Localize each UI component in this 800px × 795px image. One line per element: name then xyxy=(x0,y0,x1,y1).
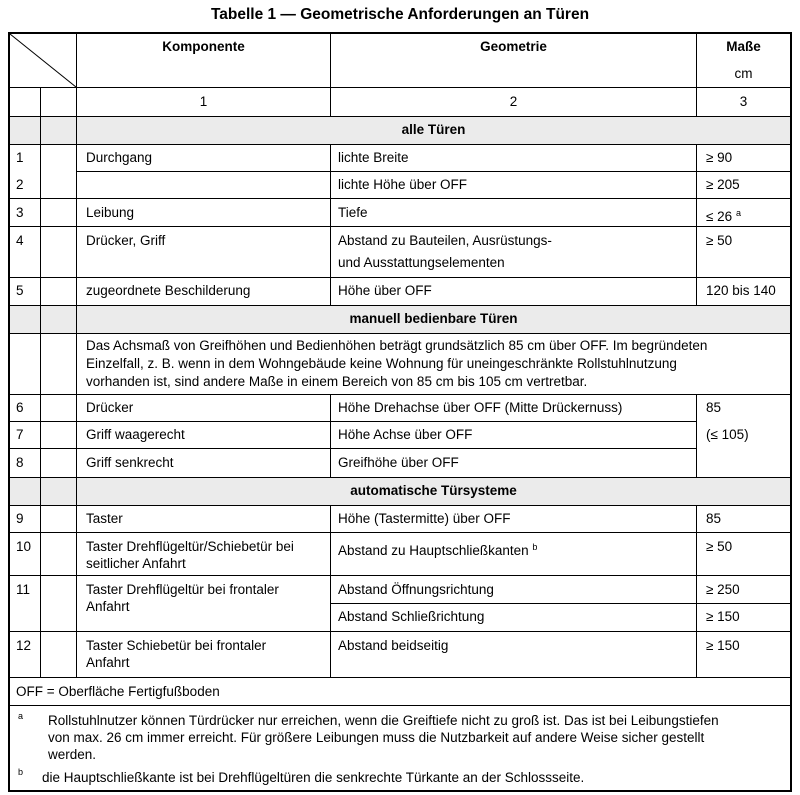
geometrie-cell: Abstand Schließrichtung xyxy=(338,609,485,624)
note-line3: vorhanden ist, sind andere Maße in einem Bereich von 85 cm bis 105 cm vertretbar. xyxy=(86,374,588,389)
hline xyxy=(10,333,790,334)
hline xyxy=(10,198,790,199)
masse-cell-line2: (≤ 105) xyxy=(706,427,749,442)
footnote-a-line1: Rollstuhlnutzer können Türdrücker nur erreichen, wenn die Greiftiefe nicht zu groß ist. Das ist bei Leibungstiefen xyxy=(48,713,719,728)
masse-cell: 85 xyxy=(706,511,722,526)
geometrie-cell: Höhe über OFF xyxy=(338,283,432,298)
geometrie-cell: Tiefe xyxy=(338,205,368,220)
col-number-3: 3 xyxy=(739,94,748,109)
geometrie-cell: lichte Höhe über OFF xyxy=(338,177,468,192)
section-manuell-tueren: manuell bedienbare Türen xyxy=(349,311,518,326)
komponente-cell: Taster xyxy=(86,511,123,526)
masse-cell: 120 bis 140 xyxy=(706,283,776,298)
row-number: 9 xyxy=(16,511,24,526)
masse-cell: ≥ 150 xyxy=(706,638,740,653)
vline xyxy=(696,505,697,677)
masse-cell: ≥ 250 xyxy=(706,582,740,597)
masse-cell: ≥ 205 xyxy=(706,177,740,192)
header-geometrie: Geometrie xyxy=(480,39,547,54)
hline xyxy=(10,87,790,88)
hline xyxy=(10,226,790,227)
col-number-1: 1 xyxy=(199,94,208,109)
footer-off-definition: OFF = Oberfläche Fertigfußboden xyxy=(16,684,220,699)
col-number-2: 2 xyxy=(509,94,518,109)
header-unit: cm xyxy=(734,66,753,81)
row-number: 5 xyxy=(16,283,24,298)
section-automatische-tuersysteme: automatische Türsysteme xyxy=(350,483,517,498)
vline xyxy=(330,144,331,306)
vline xyxy=(330,505,331,677)
komponente-cell: Griff senkrecht xyxy=(86,455,174,470)
komponente-cell: Griff waagerecht xyxy=(86,427,185,442)
masse-cell: ≥ 90 xyxy=(706,150,733,165)
hline xyxy=(10,116,790,117)
table-title: Tabelle 1 — Geometrische Anforderungen an Türen xyxy=(210,6,590,23)
masse-cell: ≥ 50 xyxy=(706,539,733,554)
row-number: 4 xyxy=(16,233,24,248)
footnote-ref-a: a xyxy=(735,208,741,218)
row-number: 7 xyxy=(16,427,24,442)
komponente-cell-line1: Taster Drehflügeltür bei frontaler xyxy=(86,582,279,597)
komponente-cell: Drücker, Griff xyxy=(86,233,166,248)
note-line2: Einzelfall, z. B. wenn in dem Wohngebäude keine Wohnung für uneingeschränkte Rollstuhlnutzung xyxy=(86,356,677,371)
hline xyxy=(330,603,790,604)
geometrie-cell: Greifhöhe über OFF xyxy=(338,455,459,470)
hline xyxy=(10,394,790,395)
geometrie-value: Abstand zu Hauptschließkanten xyxy=(338,543,529,558)
footnote-a-line3: werden. xyxy=(48,747,97,762)
geometrie-cell: Höhe Achse über OFF xyxy=(338,427,473,442)
masse-cell xyxy=(706,204,741,226)
row-number: 12 xyxy=(16,638,32,653)
komponente-cell: Durchgang xyxy=(86,150,153,165)
hline xyxy=(10,631,790,632)
hline xyxy=(10,448,696,449)
vline xyxy=(330,394,331,478)
row-number: 2 xyxy=(16,177,24,192)
footnote-a-marker: a xyxy=(18,711,24,721)
geometrie-cell: lichte Breite xyxy=(338,150,409,165)
geometrie-cell: Höhe (Tastermitte) über OFF xyxy=(338,511,511,526)
hline xyxy=(10,305,790,306)
geometrie-cell: Höhe Drehachse über OFF (Mitte Drückernuss) xyxy=(338,400,623,415)
hline xyxy=(10,575,790,576)
header-komponente: Komponente xyxy=(162,39,245,54)
row-number: 3 xyxy=(16,205,24,220)
geometrie-cell: Abstand Öffnungsrichtung xyxy=(338,582,494,597)
geometrie-cell xyxy=(338,538,537,560)
komponente-cell-line1: Taster Drehflügeltür/Schiebetür bei xyxy=(86,539,294,554)
footnote-b-marker: b xyxy=(18,767,24,777)
geometrie-cell-line2: und Ausstattungselementen xyxy=(338,255,505,270)
masse-cell-line1: 85 xyxy=(706,400,722,415)
hline xyxy=(10,532,790,533)
masse-cell: ≥ 50 xyxy=(706,233,733,248)
row-number: 6 xyxy=(16,400,24,415)
hline xyxy=(10,505,790,506)
hline xyxy=(10,144,790,145)
footnote-a-line2: von max. 26 cm immer erreicht. Für größere Leibungen muss die Nutzbarkeit auf andere Weise sicher gestellt xyxy=(48,730,705,745)
row-number: 10 xyxy=(16,539,32,554)
footnote-ref-b: b xyxy=(532,542,538,552)
row-number: 1 xyxy=(16,150,24,165)
komponente-cell: Drücker xyxy=(86,400,134,415)
hline xyxy=(10,705,790,706)
note-line1: Das Achsmaß von Greifhöhen und Bedienhöhen beträgt grundsätzlich 85 cm über OFF. Im begründeten xyxy=(86,338,708,353)
vline xyxy=(40,87,41,677)
komponente-cell-line1: Taster Schiebetür bei frontaler xyxy=(86,638,267,653)
hline xyxy=(10,421,696,422)
masse-value: ≤ 26 xyxy=(706,209,733,224)
vline xyxy=(696,144,697,306)
row-number: 11 xyxy=(16,582,31,597)
masse-cell: ≥ 150 xyxy=(706,609,740,624)
hline xyxy=(10,277,790,278)
komponente-cell-line2: seitlicher Anfahrt xyxy=(86,556,186,571)
header-masse: Maße xyxy=(726,39,761,54)
header-diagonal xyxy=(10,34,76,87)
komponente-cell-line2: Anfahrt xyxy=(86,599,130,614)
komponente-cell: Leibung xyxy=(86,205,135,220)
komponente-cell-line2: Anfahrt xyxy=(86,655,130,670)
geometrie-cell-line1: Abstand zu Bauteilen, Ausrüstungs- xyxy=(338,233,552,248)
hline xyxy=(76,171,790,172)
komponente-cell: zugeordnete Beschilderung xyxy=(86,283,251,298)
section-alle-tueren: alle Türen xyxy=(401,122,466,137)
geometrie-cell: Abstand beidseitig xyxy=(338,638,449,653)
hline xyxy=(10,477,790,478)
row-number: 8 xyxy=(16,455,24,470)
hline xyxy=(10,677,790,678)
footnote-b-text: die Hauptschließkante ist bei Drehflügeltüren die senkrechte Türkante an der Schlossseite. xyxy=(42,770,585,785)
vline xyxy=(696,394,697,478)
